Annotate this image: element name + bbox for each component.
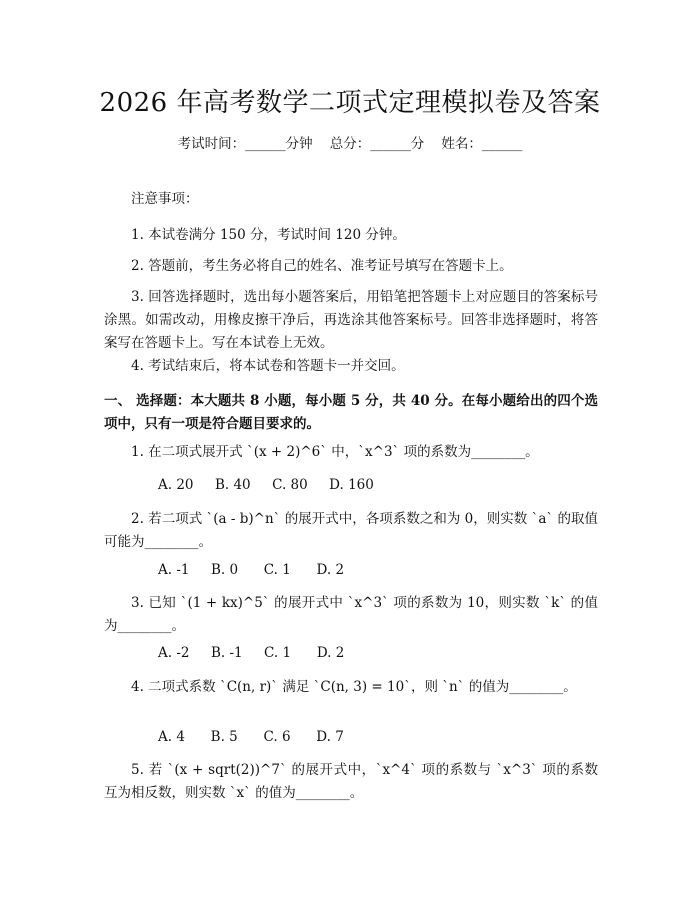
question-4: 4. 二项式系数 `C(n, r)` 满足 `C(n, 3) = 10`，则 `n` 的值为________。 [131,679,577,695]
notice-item-4: 4. 考试结束后，将本试卷和答题卡一并交回。 [131,358,405,374]
section-heading-choice: 一、 选择题：本大题共 8 小题，每小题 5 分，共 40 分。在每小题给出的四个选项中，只有一项是符合题目要求的。 [104,393,598,432]
question-4-options: A. 4 B. 5 C. 6 D. 7 [158,729,344,745]
notice-item-2: 2. 答题前，考生务必将自己的姓名、准考证号填写在答题卡上。 [131,258,513,274]
question-2-options: A. -1 B. 0 C. 1 D. 2 [158,562,345,578]
question-3: 3. 已知 `(1 + kx)^5` 的展开式中 `x^3` 项的系数为 10，则实数 `k` 的值为________。 [104,595,598,634]
question-1: 1. 在二项式展开式 `(x + 2)^6` 中，`x^3` 项的系数为________。 [131,444,539,460]
question-2: 2. 若二项式 `(a - b)^n` 的展开式中，各项系数之和为 0，则实数 `a` 的取值可能为________。 [104,511,598,550]
exam-info-line: 考试时间：______分钟 总分：______分 姓名：______ [177,136,523,152]
question-5: 5. 若 `(x + sqrt(2))^7` 的展开式中，`x^4` 项的系数与 `x^3` 项的系数互为相反数，则实数 `x` 的值为________。 [104,762,598,801]
notice-item-1: 1. 本试卷满分 150 分，考试时间 120 分钟。 [131,227,406,243]
page-title: 2026 年高考数学二项式定理模拟卷及答案 [99,88,601,118]
question-3-options: A. -2 B. -1 C. 1 D. 2 [158,645,345,661]
question-1-options: A. 20 B. 40 C. 80 D. 160 [158,477,374,493]
notice-heading: 注意事项： [131,191,199,207]
notice-item-3: 3. 回答选择题时，选出每小题答案后，用铅笔把答题卡上对应题目的答案标号涂黑。如需改动，用橡皮擦干净后，再选涂其他答案标号。回答非选择题时，将答案写在答题卡上。写在本试卷上无效。 [104,289,598,351]
